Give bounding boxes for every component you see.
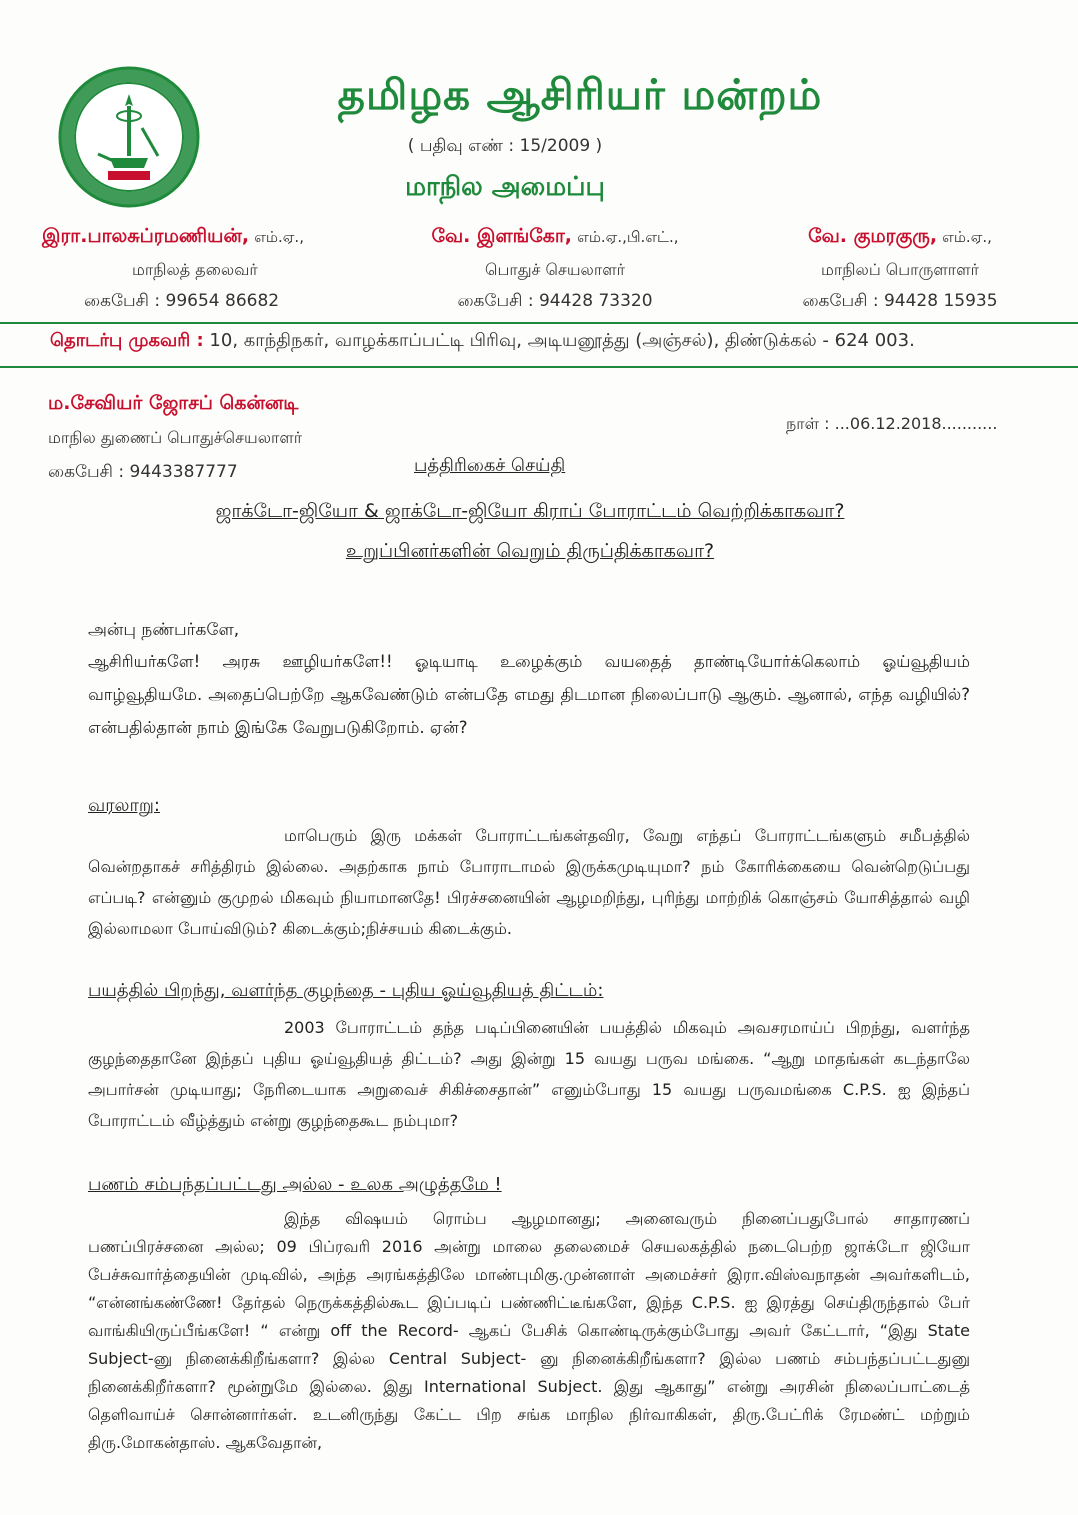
officer-degree: எம்.ஏ., — [942, 228, 992, 246]
officer-name: இரா.பாலசுப்ரமணியன், — [42, 225, 250, 247]
officer-designation: மாநிலப் பொருளாளர் — [821, 260, 979, 279]
intro-paragraph: ஆசிரியர்களே! அரசு ஊழியர்களே!! ஓடியாடி உழைக்கும் வயதைத் தாண்டியோர்க்கெலாம் ஓய்வூதியம் வாழ்வூதியமே. அதைப்பெற்றே ஆகவேண்டும் என்பதே எமது திடமான நிலைப்பாடு ஆகும். ஆனால், எந்த வழியில்? என்பதில்தான் நாம் இங்கே வேறுபடுகிறோம். ஏன்? — [88, 652, 970, 737]
date-line: நாள் : ...06.12.2018........... — [786, 414, 998, 433]
officer-name: வே. குமரகுரு, — [808, 225, 938, 247]
officer-designation: மாநிலத் தலைவர் — [132, 260, 258, 279]
deputy-name: ம.சேவியர் ஜோசப் கென்னடி — [48, 392, 299, 414]
officer-designation: பொதுச் செயலாளர் — [484, 260, 625, 279]
registration-number: ( பதிவு எண் : 15/2009 ) — [407, 136, 603, 156]
officer-phone: கைபேசி : 94428 15935 — [802, 291, 998, 311]
salutation: அன்பு நண்பர்களே, — [88, 620, 240, 640]
section-title-history: வரலாறு: — [88, 795, 160, 816]
deputy-designation: மாநில துணைப் பொதுச்செயலாளர் — [48, 428, 303, 447]
section-text-history: மாபெரும் இரு மக்கள் போராட்டங்கள்தவிர, வேறு எந்தப் போராட்டங்களும் சமீபத்தில் வென்றதாகச் சரித்திரம் இல்லை. அதற்காக நாம் போராடாமல் இருக்கமுடியுமா? நம் கோரிக்கையை வென்றெடுப்பது எப்படி? என்னும் குமுறல் மிகவும் நியாமானதே! பிரச்சனையின் ஆழமறிந்து, புரிந்து மாற்றிக் கொஞ்சம் யோசித்தால் வழி இல்லாமலா போய்விடும்? கிடைக்கும்;நிச்சயம் கிடைக்கும். — [88, 826, 970, 938]
officer-phone: கைபேசி : 99654 86682 — [84, 291, 280, 311]
section-text-global-pressure: இந்த விஷயம் ரொம்ப ஆழமானது; அனைவரும் நினைப்பதுபோல் சாதாரணப் பணப்பிரச்சனை அல்ல; 09 பிப்ரவரி 2016 அன்று மாலை தலைமைச் செயலகத்தில் நடைபெற்ற ஜாக்டோ ஜியோ பேச்சுவார்த்தையின் முடிவில், அந்த அரங்கத்திலே மாண்புமிகு.முன்னாள் அமைச்சர் இரா.விஸ்வநாதன் அவர்களிடம், “என்னங்கண்ணே! தேர்தல் நெருக்கத்தில்கூட இப்படிப் பண்ணிட்டீங்களே, இந்த C.P.S. ஐ இரத்து செய்திருந்தால் பேர் வாங்கியிருப்பீங்களே! “ என்று off the Record- ஆகப் பேசிக் கொண்டிருக்கும்போது அவர் கேட்டார், “இது State Subject-னு நினைக்கிறீங்களா? இல்ல Central Subject- னு நினைக்கிறீங்களா? இல்ல பணம் சம்பந்தப்பட்டதுனு நினைக்கிறீர்களா? மூன்றுமே இல்லை. இது International Subject. இது ஆகாது” என்று அரசின் நிலைப்பாட்டைத் தெளிவாய்ச் சொன்னார்கள். உடனிருந்து கேட்ட பிற சங்க மாநில நிர்வாகிகள், திரு.பேட்ரிக் ரேமண்ட் மற்றும் திரு.மோகன்தாஸ். ஆகவேதான், — [88, 1209, 970, 1452]
logo-emblem-icon — [58, 66, 200, 208]
state-body-label: மாநில அமைப்பு — [405, 172, 605, 202]
section-text-new-pension: 2003 போராட்டம் தந்த படிப்பினையின் பயத்தில் மிகவும் அவசரமாய்ப் பிறந்து, வளர்ந்த குழந்தைதானே இந்தப் புதிய ஓய்வூதியத் திட்டம்? அது இன்று 15 வயது பருவ மங்கை. “ஆறு மாதங்கள் கடந்தாலே அபார்சன் முடியாது; நேரிடையாக அறுவைச் சிகிச்சைதான்” எனும்போது 15 வயது பருவமங்கை C.P.S. ஐ இந்தப் போராட்டம் வீழ்த்தும் என்று குழந்தைகூட நம்புமா? — [88, 1018, 970, 1130]
officer-name: வே. இளங்கோ, — [431, 225, 573, 247]
deputy-phone: கைபேசி : 9443387777 — [48, 462, 238, 482]
headline-line-1: ஜாக்டோ-ஜியோ & ஜாக்டோ-ஜியோ கிராப் போராட்டம் வெற்றிக்காகவா? — [215, 500, 845, 522]
officer-general-secretary — [395, 225, 715, 313]
org-title: தமிழக ஆசிரியர் மன்றம் — [337, 70, 823, 119]
section-title-global-pressure: பணம் சம்பந்தப்பட்டது அல்ல - உலக அழுத்தமே ! — [88, 1174, 502, 1195]
section-title-new-pension: பயத்தில் பிறந்து, வளர்ந்த குழந்தை - புதிய ஓய்வூதியத் திட்டம்: — [88, 980, 604, 1001]
org-logo — [58, 66, 200, 208]
contact-address — [50, 330, 1070, 353]
officer-phone: கைபேசி : 94428 73320 — [457, 291, 653, 311]
address-label: தொடர்பு முகவரி : — [50, 330, 204, 351]
press-release-label: பத்திரிகைச் செய்தி — [414, 455, 566, 476]
officer-president — [42, 225, 362, 313]
header-divider-bottom — [0, 366, 1078, 368]
officer-degree: எம்.ஏ., — [254, 228, 304, 246]
officer-treasurer — [750, 225, 1050, 313]
header-divider-top — [0, 322, 1078, 324]
headline-line-2: உறுப்பினர்களின் வெறும் திருப்திக்காகவா? — [345, 540, 715, 562]
address-text: 10, காந்திநகர், வாழக்காப்பட்டி பிரிவு, அடியனூத்து (அஞ்சல்), திண்டுக்கல் - 624 003. — [209, 330, 915, 351]
officer-degree: எம்.ஏ.,பி.எட்., — [577, 228, 679, 246]
